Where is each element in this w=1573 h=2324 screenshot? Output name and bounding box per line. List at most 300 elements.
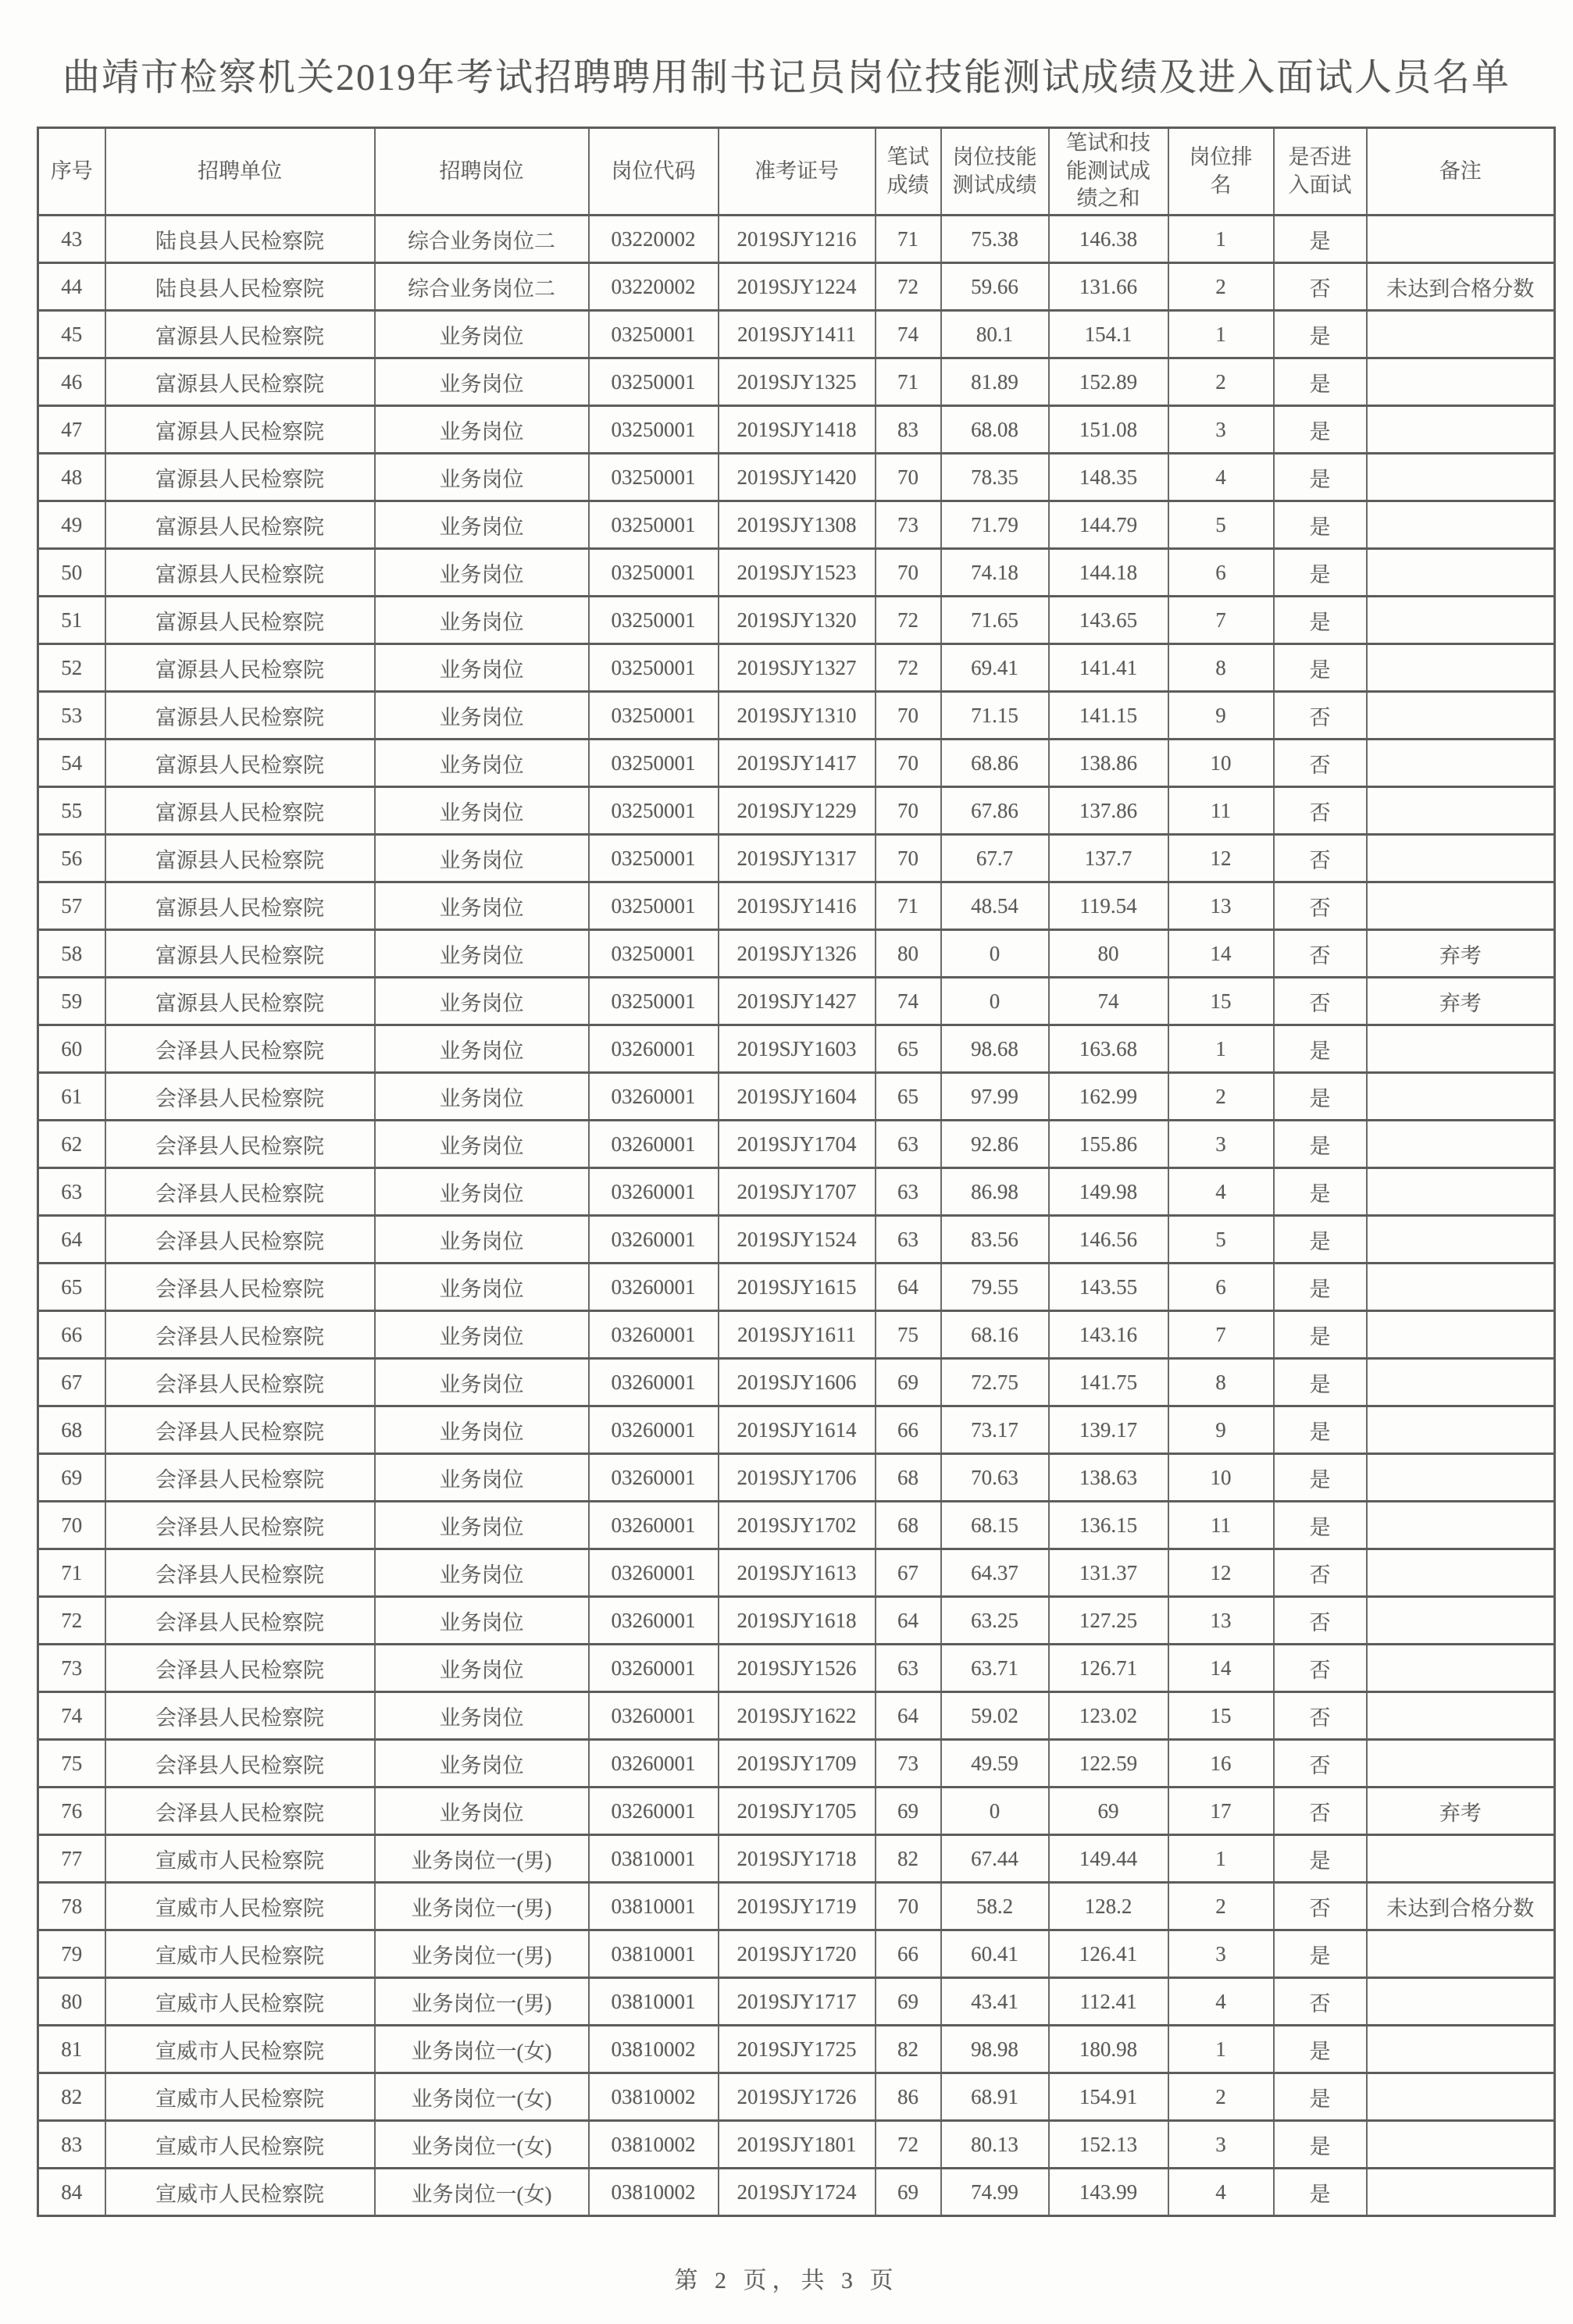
- cell-rank: 3: [1168, 1121, 1274, 1168]
- cell-unit: 会泽县人民检察院: [105, 1168, 375, 1216]
- cell-unit: 宣威市人民检察院: [105, 2121, 375, 2169]
- cell-position-code: 03260001: [589, 1645, 719, 1692]
- cell-total-score: 119.54: [1049, 882, 1168, 930]
- cell-skill-score: 80.1: [941, 311, 1049, 358]
- table-row: [38, 882, 1555, 930]
- cell-serial: 47: [38, 406, 105, 454]
- cell-interview: 是: [1274, 1073, 1367, 1121]
- table-row: [38, 1216, 1555, 1264]
- cell-remark: [1367, 740, 1555, 787]
- cell-remark: [1367, 1930, 1555, 1978]
- cell-serial: 57: [38, 882, 105, 930]
- cell-ticket-no: 2019SJY1418: [719, 406, 876, 454]
- cell-serial: 63: [38, 1168, 105, 1216]
- cell-total-score: 122.59: [1049, 1740, 1168, 1788]
- cell-remark: [1367, 358, 1555, 406]
- cell-remark: [1367, 644, 1555, 692]
- cell-written-score: 66: [876, 1406, 941, 1454]
- cell-remark: 弃考: [1367, 978, 1555, 1025]
- cell-rank: 4: [1168, 454, 1274, 501]
- cell-rank: 17: [1168, 1788, 1274, 1835]
- cell-written-score: 82: [876, 1835, 941, 1883]
- table-row: [38, 358, 1555, 406]
- cell-interview: 是: [1274, 454, 1367, 501]
- cell-skill-score: 81.89: [941, 358, 1049, 406]
- cell-interview: 否: [1274, 1883, 1367, 1930]
- cell-interview: 否: [1274, 1597, 1367, 1645]
- cell-serial: 60: [38, 1025, 105, 1073]
- cell-remark: 弃考: [1367, 1788, 1555, 1835]
- cell-written-score: 69: [876, 1359, 941, 1406]
- cell-rank: 3: [1168, 2121, 1274, 2169]
- cell-total-score: 149.98: [1049, 1168, 1168, 1216]
- cell-written-score: 75: [876, 1311, 941, 1359]
- cell-skill-score: 63.71: [941, 1645, 1049, 1692]
- cell-position-code: 03260001: [589, 1025, 719, 1073]
- cell-total-score: 148.35: [1049, 454, 1168, 501]
- cell-total-score: 136.15: [1049, 1502, 1168, 1549]
- cell-ticket-no: 2019SJY1310: [719, 692, 876, 740]
- cell-remark: [1367, 1311, 1555, 1359]
- cell-serial: 62: [38, 1121, 105, 1168]
- cell-position: 业务岗位一(女): [375, 2169, 589, 2216]
- table-row: [38, 1978, 1555, 2026]
- cell-position: 业务岗位: [375, 740, 589, 787]
- cell-position-code: 03260001: [589, 1454, 719, 1502]
- cell-total-score: 69: [1049, 1788, 1168, 1835]
- cell-skill-score: 67.44: [941, 1835, 1049, 1883]
- cell-remark: [1367, 454, 1555, 501]
- col-header-remark: 备注: [1367, 128, 1555, 216]
- cell-ticket-no: 2019SJY1229: [719, 787, 876, 835]
- cell-position: 业务岗位一(男): [375, 1883, 589, 1930]
- cell-position-code: 03250001: [589, 740, 719, 787]
- cell-position-code: 03810001: [589, 1978, 719, 2026]
- cell-interview: 是: [1274, 311, 1367, 358]
- table-row: [38, 1311, 1555, 1359]
- cell-skill-score: 80.13: [941, 2121, 1049, 2169]
- cell-interview: 是: [1274, 644, 1367, 692]
- cell-position-code: 03250001: [589, 597, 719, 644]
- cell-position-code: 03250001: [589, 787, 719, 835]
- cell-position: 业务岗位: [375, 1597, 589, 1645]
- col-header-written-score: 笔试成绩: [876, 128, 941, 216]
- cell-interview: 是: [1274, 1264, 1367, 1311]
- cell-total-score: 163.68: [1049, 1025, 1168, 1073]
- cell-interview: 是: [1274, 1406, 1367, 1454]
- cell-remark: [1367, 2026, 1555, 2073]
- cell-remark: [1367, 501, 1555, 549]
- cell-rank: 1: [1168, 1025, 1274, 1073]
- cell-remark: [1367, 216, 1555, 263]
- cell-total-score: 137.7: [1049, 835, 1168, 882]
- cell-position: 业务岗位: [375, 454, 589, 501]
- cell-position: 业务岗位: [375, 1025, 589, 1073]
- cell-serial: 64: [38, 1216, 105, 1264]
- cell-ticket-no: 2019SJY1308: [719, 501, 876, 549]
- cell-written-score: 64: [876, 1597, 941, 1645]
- cell-remark: [1367, 1454, 1555, 1502]
- cell-rank: 11: [1168, 1502, 1274, 1549]
- cell-serial: 50: [38, 549, 105, 597]
- cell-unit: 富源县人民检察院: [105, 978, 375, 1025]
- cell-position-code: 03250001: [589, 406, 719, 454]
- cell-ticket-no: 2019SJY1417: [719, 740, 876, 787]
- table-row: [38, 454, 1555, 501]
- cell-written-score: 70: [876, 1883, 941, 1930]
- cell-interview: 否: [1274, 787, 1367, 835]
- cell-ticket-no: 2019SJY1611: [719, 1311, 876, 1359]
- cell-ticket-no: 2019SJY1707: [719, 1168, 876, 1216]
- cell-rank: 1: [1168, 2026, 1274, 2073]
- cell-position-code: 03260001: [589, 1073, 719, 1121]
- cell-written-score: 66: [876, 1930, 941, 1978]
- table-row: [38, 1359, 1555, 1406]
- cell-interview: 是: [1274, 216, 1367, 263]
- cell-position: 业务岗位: [375, 311, 589, 358]
- cell-skill-score: 49.59: [941, 1740, 1049, 1788]
- table-row: [38, 1121, 1555, 1168]
- cell-position: 业务岗位: [375, 1121, 589, 1168]
- cell-position-code: 03260001: [589, 1788, 719, 1835]
- cell-serial: 44: [38, 263, 105, 311]
- cell-interview: 是: [1274, 1454, 1367, 1502]
- cell-skill-score: 71.79: [941, 501, 1049, 549]
- cell-skill-score: 59.66: [941, 263, 1049, 311]
- cell-serial: 78: [38, 1883, 105, 1930]
- col-header-interview: 是否进入面试: [1274, 128, 1367, 216]
- cell-position: 综合业务岗位二: [375, 263, 589, 311]
- cell-skill-score: 71.15: [941, 692, 1049, 740]
- cell-position: 综合业务岗位二: [375, 216, 589, 263]
- cell-skill-score: 59.02: [941, 1692, 1049, 1740]
- cell-unit: 富源县人民检察院: [105, 454, 375, 501]
- cell-ticket-no: 2019SJY1613: [719, 1549, 876, 1597]
- cell-position-code: 03250001: [589, 835, 719, 882]
- cell-skill-score: 48.54: [941, 882, 1049, 930]
- cell-written-score: 86: [876, 2073, 941, 2121]
- cell-interview: 是: [1274, 2073, 1367, 2121]
- cell-total-score: 154.1: [1049, 311, 1168, 358]
- cell-remark: [1367, 787, 1555, 835]
- cell-skill-score: 0: [941, 1788, 1049, 1835]
- cell-position: 业务岗位: [375, 644, 589, 692]
- cell-written-score: 69: [876, 2169, 941, 2216]
- cell-skill-score: 74.18: [941, 549, 1049, 597]
- cell-written-score: 70: [876, 454, 941, 501]
- col-header-position: 招聘岗位: [375, 128, 589, 216]
- page-footer: 第 2 页，共 3 页: [674, 2268, 899, 2294]
- cell-interview: 否: [1274, 263, 1367, 311]
- cell-written-score: 72: [876, 597, 941, 644]
- cell-ticket-no: 2019SJY1427: [719, 978, 876, 1025]
- cell-remark: [1367, 1502, 1555, 1549]
- cell-written-score: 70: [876, 740, 941, 787]
- cell-position: 业务岗位: [375, 787, 589, 835]
- cell-interview: 是: [1274, 2026, 1367, 2073]
- cell-position-code: 03810002: [589, 2169, 719, 2216]
- cell-unit: 会泽县人民检察院: [105, 1692, 375, 1740]
- cell-position-code: 03260001: [589, 1406, 719, 1454]
- cell-position: 业务岗位: [375, 1311, 589, 1359]
- cell-rank: 14: [1168, 1645, 1274, 1692]
- cell-position-code: 03260001: [589, 1121, 719, 1168]
- cell-total-score: 123.02: [1049, 1692, 1168, 1740]
- cell-rank: 16: [1168, 1740, 1274, 1788]
- cell-written-score: 73: [876, 1740, 941, 1788]
- cell-total-score: 138.63: [1049, 1454, 1168, 1502]
- cell-rank: 9: [1168, 692, 1274, 740]
- cell-total-score: 146.38: [1049, 216, 1168, 263]
- cell-serial: 48: [38, 454, 105, 501]
- cell-remark: [1367, 1264, 1555, 1311]
- cell-skill-score: 60.41: [941, 1930, 1049, 1978]
- cell-position: 业务岗位: [375, 1216, 589, 1264]
- cell-unit: 会泽县人民检察院: [105, 1359, 375, 1406]
- cell-skill-score: 75.38: [941, 216, 1049, 263]
- cell-unit: 富源县人民检察院: [105, 501, 375, 549]
- cell-position-code: 03260001: [589, 1549, 719, 1597]
- cell-unit: 会泽县人民检察院: [105, 1740, 375, 1788]
- cell-ticket-no: 2019SJY1724: [719, 2169, 876, 2216]
- cell-rank: 11: [1168, 787, 1274, 835]
- cell-serial: 71: [38, 1549, 105, 1597]
- cell-remark: [1367, 311, 1555, 358]
- table-row: [38, 1597, 1555, 1645]
- cell-position-code: 03250001: [589, 454, 719, 501]
- cell-unit: 会泽县人民检察院: [105, 1121, 375, 1168]
- cell-rank: 15: [1168, 978, 1274, 1025]
- table-row: [38, 311, 1555, 358]
- cell-ticket-no: 2019SJY1726: [719, 2073, 876, 2121]
- cell-position-code: 03250001: [589, 930, 719, 978]
- cell-position-code: 03810002: [589, 2121, 719, 2169]
- cell-remark: 未达到合格分数: [1367, 1883, 1555, 1930]
- cell-position-code: 03260001: [589, 1264, 719, 1311]
- cell-remark: [1367, 1978, 1555, 2026]
- cell-position-code: 03260001: [589, 1168, 719, 1216]
- cell-unit: 会泽县人民检察院: [105, 1597, 375, 1645]
- cell-ticket-no: 2019SJY1725: [719, 2026, 876, 2073]
- cell-unit: 宣威市人民检察院: [105, 1978, 375, 2026]
- cell-unit: 富源县人民检察院: [105, 930, 375, 978]
- cell-unit: 宣威市人民检察院: [105, 2169, 375, 2216]
- cell-position-code: 03810001: [589, 1835, 719, 1883]
- cell-position: 业务岗位: [375, 406, 589, 454]
- cell-total-score: 155.86: [1049, 1121, 1168, 1168]
- cell-remark: [1367, 597, 1555, 644]
- cell-unit: 富源县人民检察院: [105, 882, 375, 930]
- cell-total-score: 126.41: [1049, 1930, 1168, 1978]
- cell-unit: 富源县人民检察院: [105, 835, 375, 882]
- cell-serial: 75: [38, 1740, 105, 1788]
- cell-serial: 52: [38, 644, 105, 692]
- cell-skill-score: 97.99: [941, 1073, 1049, 1121]
- cell-position-code: 03250001: [589, 501, 719, 549]
- cell-interview: 是: [1274, 1121, 1367, 1168]
- cell-serial: 51: [38, 597, 105, 644]
- cell-remark: [1367, 406, 1555, 454]
- cell-position-code: 03810001: [589, 1883, 719, 1930]
- col-header-serial: 序号: [38, 128, 105, 216]
- cell-skill-score: 68.08: [941, 406, 1049, 454]
- table-row: [38, 1835, 1555, 1883]
- table-row: [38, 644, 1555, 692]
- cell-written-score: 71: [876, 882, 941, 930]
- table-row: [38, 2169, 1555, 2216]
- cell-remark: [1367, 1359, 1555, 1406]
- cell-remark: [1367, 1645, 1555, 1692]
- cell-serial: 54: [38, 740, 105, 787]
- cell-rank: 4: [1168, 1978, 1274, 2026]
- cell-position: 业务岗位: [375, 549, 589, 597]
- cell-remark: [1367, 1740, 1555, 1788]
- cell-position-code: 03260001: [589, 1692, 719, 1740]
- cell-written-score: 72: [876, 2121, 941, 2169]
- cell-unit: 会泽县人民检察院: [105, 1025, 375, 1073]
- cell-serial: 55: [38, 787, 105, 835]
- table-row: [38, 597, 1555, 644]
- cell-written-score: 74: [876, 978, 941, 1025]
- cell-rank: 10: [1168, 740, 1274, 787]
- cell-written-score: 68: [876, 1454, 941, 1502]
- cell-total-score: 149.44: [1049, 1835, 1168, 1883]
- cell-total-score: 144.79: [1049, 501, 1168, 549]
- cell-written-score: 73: [876, 501, 941, 549]
- cell-unit: 富源县人民检察院: [105, 358, 375, 406]
- cell-skill-score: 0: [941, 978, 1049, 1025]
- cell-rank: 15: [1168, 1692, 1274, 1740]
- table-row: [38, 1549, 1555, 1597]
- cell-unit: 宣威市人民检察院: [105, 2026, 375, 2073]
- cell-position-code: 03810002: [589, 2073, 719, 2121]
- cell-remark: [1367, 1073, 1555, 1121]
- cell-skill-score: 70.63: [941, 1454, 1049, 1502]
- col-header-position-code: 岗位代码: [589, 128, 719, 216]
- table-row: [38, 1740, 1555, 1788]
- cell-serial: 77: [38, 1835, 105, 1883]
- cell-interview: 是: [1274, 1930, 1367, 1978]
- cell-ticket-no: 2019SJY1604: [719, 1073, 876, 1121]
- cell-unit: 会泽县人民检察院: [105, 1264, 375, 1311]
- cell-skill-score: 78.35: [941, 454, 1049, 501]
- cell-written-score: 70: [876, 692, 941, 740]
- cell-interview: 否: [1274, 978, 1367, 1025]
- cell-position: 业务岗位: [375, 692, 589, 740]
- cell-ticket-no: 2019SJY1326: [719, 930, 876, 978]
- cell-position: 业务岗位: [375, 1359, 589, 1406]
- cell-serial: 69: [38, 1454, 105, 1502]
- cell-ticket-no: 2019SJY1717: [719, 1978, 876, 2026]
- cell-position-code: 03250001: [589, 978, 719, 1025]
- cell-unit: 富源县人民检察院: [105, 740, 375, 787]
- table-row: [38, 2121, 1555, 2169]
- cell-written-score: 71: [876, 358, 941, 406]
- cell-ticket-no: 2019SJY1526: [719, 1645, 876, 1692]
- cell-interview: 否: [1274, 930, 1367, 978]
- cell-rank: 1: [1168, 311, 1274, 358]
- cell-total-score: 141.15: [1049, 692, 1168, 740]
- cell-remark: [1367, 2121, 1555, 2169]
- cell-position-code: 03250001: [589, 644, 719, 692]
- cell-unit: 会泽县人民检察院: [105, 1645, 375, 1692]
- cell-position-code: 03250001: [589, 311, 719, 358]
- cell-skill-score: 68.16: [941, 1311, 1049, 1359]
- cell-skill-score: 74.99: [941, 2169, 1049, 2216]
- cell-serial: 80: [38, 1978, 105, 2026]
- cell-interview: 否: [1274, 1978, 1367, 2026]
- cell-written-score: 70: [876, 549, 941, 597]
- cell-written-score: 83: [876, 406, 941, 454]
- cell-ticket-no: 2019SJY1420: [719, 454, 876, 501]
- cell-interview: 否: [1274, 1740, 1367, 1788]
- table-row: [38, 1025, 1555, 1073]
- cell-unit: 会泽县人民检察院: [105, 1549, 375, 1597]
- cell-remark: [1367, 835, 1555, 882]
- cell-position: 业务岗位: [375, 597, 589, 644]
- cell-unit: 富源县人民检察院: [105, 406, 375, 454]
- col-header-ticket-no: 准考证号: [719, 128, 876, 216]
- cell-skill-score: 68.15: [941, 1502, 1049, 1549]
- cell-position-code: 03260001: [589, 1216, 719, 1264]
- col-header-skill-score: 岗位技能测试成绩: [941, 128, 1049, 216]
- cell-rank: 3: [1168, 1930, 1274, 1978]
- cell-skill-score: 0: [941, 930, 1049, 978]
- table-row: [38, 787, 1555, 835]
- cell-skill-score: 68.86: [941, 740, 1049, 787]
- table-row: [38, 930, 1555, 978]
- cell-ticket-no: 2019SJY1606: [719, 1359, 876, 1406]
- header-row: [38, 128, 1555, 216]
- cell-remark: [1367, 1121, 1555, 1168]
- cell-ticket-no: 2019SJY1705: [719, 1788, 876, 1835]
- cell-serial: 79: [38, 1930, 105, 1978]
- cell-ticket-no: 2019SJY1618: [719, 1597, 876, 1645]
- cell-unit: 富源县人民检察院: [105, 692, 375, 740]
- cell-serial: 49: [38, 501, 105, 549]
- cell-position-code: 03250001: [589, 692, 719, 740]
- cell-serial: 82: [38, 2073, 105, 2121]
- cell-position: 业务岗位: [375, 930, 589, 978]
- cell-total-score: 137.86: [1049, 787, 1168, 835]
- cell-position-code: 03220002: [589, 263, 719, 311]
- cell-ticket-no: 2019SJY1622: [719, 1692, 876, 1740]
- cell-rank: 5: [1168, 1216, 1274, 1264]
- cell-written-score: 64: [876, 1264, 941, 1311]
- table-row: [38, 1788, 1555, 1835]
- cell-rank: 14: [1168, 930, 1274, 978]
- cell-serial: 56: [38, 835, 105, 882]
- cell-remark: [1367, 1216, 1555, 1264]
- cell-total-score: 143.99: [1049, 2169, 1168, 2216]
- table-row: [38, 263, 1555, 311]
- cell-position-code: 03810002: [589, 2026, 719, 2073]
- cell-skill-score: 92.86: [941, 1121, 1049, 1168]
- cell-interview: 是: [1274, 406, 1367, 454]
- cell-skill-score: 72.75: [941, 1359, 1049, 1406]
- cell-position: 业务岗位: [375, 882, 589, 930]
- cell-position: 业务岗位: [375, 501, 589, 549]
- cell-position: 业务岗位: [375, 1264, 589, 1311]
- cell-interview: 是: [1274, 1216, 1367, 1264]
- cell-unit: 宣威市人民检察院: [105, 2073, 375, 2121]
- cell-total-score: 74: [1049, 978, 1168, 1025]
- cell-position: 业务岗位: [375, 1645, 589, 1692]
- table-row: [38, 1454, 1555, 1502]
- cell-rank: 4: [1168, 2169, 1274, 2216]
- cell-ticket-no: 2019SJY1317: [719, 835, 876, 882]
- cell-total-score: 152.13: [1049, 2121, 1168, 2169]
